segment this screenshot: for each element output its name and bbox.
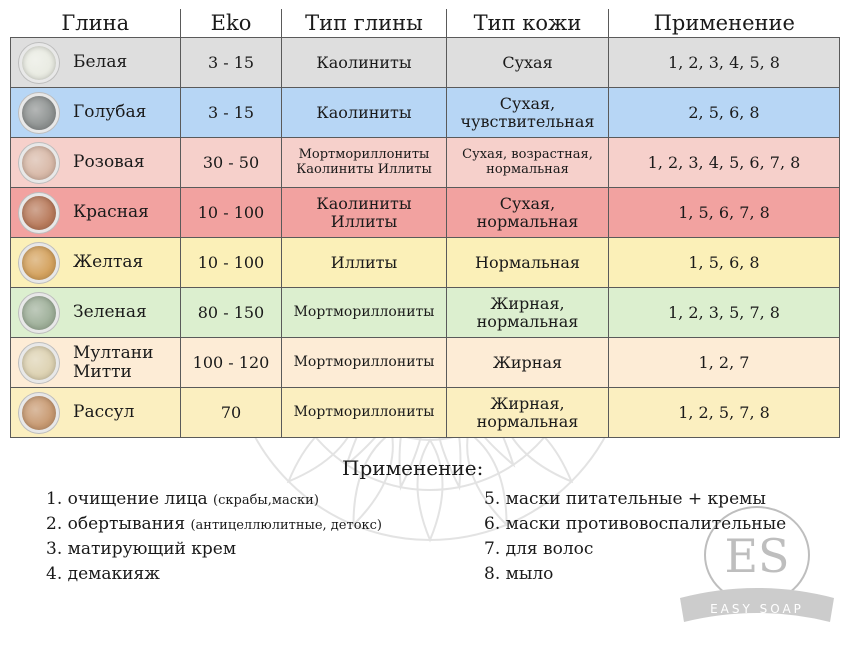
table-row [11, 288, 840, 338]
clay-type-cell: Иллиты [282, 238, 447, 288]
eko-cell: 3 - 15 [181, 38, 282, 88]
table-row [11, 88, 840, 138]
use-cell: 1, 2, 3, 5, 7, 8 [609, 288, 840, 338]
clay-name-cell [11, 238, 181, 288]
header-clay-type: Тип глины [282, 9, 447, 38]
clay-name: Рассул [73, 402, 135, 423]
skin-type-cell: Сухая, нормальная [447, 188, 609, 238]
clay-swatch-icon [19, 43, 59, 83]
clay-name: Желтая [73, 252, 144, 273]
eko-cell: 10 - 100 [181, 238, 282, 288]
use-cell: 1, 5, 6, 8 [609, 238, 840, 288]
clay-type-cell: Мортмориллониты [282, 288, 447, 338]
legend-item-note: (антицеллюлитные, детокс) [190, 518, 382, 533]
clay-name-cell [11, 188, 181, 238]
eko-cell: 10 - 100 [181, 188, 282, 238]
clay-name: Мултани Митти [73, 342, 154, 382]
clay-name: Голубая [73, 102, 147, 123]
svg-text:ES: ES [724, 529, 790, 583]
legend-item-text: 5. маски питательные + кремы [484, 489, 766, 509]
skin-type-cell: Сухая [447, 38, 609, 88]
clay-name: Розовая [73, 152, 145, 173]
table-row [11, 38, 840, 88]
clay-name-cell [11, 338, 181, 388]
legend-item [484, 487, 786, 512]
skin-type-cell: Нормальная [447, 238, 609, 288]
clay-table [10, 9, 840, 438]
skin-type-cell: Жирная [447, 338, 609, 388]
legend-item [46, 512, 382, 537]
legend-item-text: 3. матирующий крем [46, 539, 237, 559]
table-row [11, 188, 840, 238]
eko-cell: 100 - 120 [181, 338, 282, 388]
clay-name: Зеленая [73, 302, 147, 323]
eko-cell: 30 - 50 [181, 138, 282, 188]
legend-item [484, 562, 786, 587]
header-eko: Eko [181, 9, 282, 38]
eko-cell: 80 - 150 [181, 288, 282, 338]
eko-cell: 3 - 15 [181, 88, 282, 138]
legend-item-text: 8. мыло [484, 564, 554, 584]
clay-name-cell [11, 38, 181, 88]
legend-item-note: (скрабы,маски) [213, 493, 319, 508]
clay-type-cell: Мортмориллониты [282, 338, 447, 388]
legend-item [46, 537, 382, 562]
clay-swatch-icon [19, 293, 59, 333]
legend-item-text: 6. маски противовоспалительные [484, 514, 787, 534]
use-cell: 1, 5, 6, 7, 8 [609, 188, 840, 238]
clay-swatch-icon [19, 243, 59, 283]
clay-type-cell: Каолиниты Иллиты [282, 188, 447, 238]
use-cell: 1, 2, 3, 4, 5, 8 [609, 38, 840, 88]
clay-name-cell [11, 138, 181, 188]
clay-name-cell [11, 388, 181, 438]
use-cell: 1, 2, 3, 4, 5, 6, 7, 8 [609, 138, 840, 188]
table-row [11, 138, 840, 188]
eko-cell: 70 [181, 388, 282, 438]
legend-item-text: 4. демакияж [46, 564, 160, 584]
clay-name-cell [11, 88, 181, 138]
legend-left-list [46, 487, 382, 587]
legend-title: Применение: [342, 456, 484, 480]
svg-text:EASY SOAP: EASY SOAP [710, 602, 804, 616]
legend-item [46, 562, 382, 587]
legend-item-text: 7. для волос [484, 539, 594, 559]
use-cell: 2, 5, 6, 8 [609, 88, 840, 138]
header-skin-type: Тип кожи [447, 9, 609, 38]
clay-swatch-icon [19, 193, 59, 233]
clay-type-cell: Каолиниты [282, 38, 447, 88]
table-row [11, 338, 840, 388]
skin-type-cell: Жирная, нормальная [447, 288, 609, 338]
legend-item [484, 512, 786, 537]
clay-type-cell: Мортмориллониты [282, 388, 447, 438]
clay-swatch-icon [19, 93, 59, 133]
clay-type-cell: Каолиниты [282, 88, 447, 138]
skin-type-cell: Сухая, возрастная, нормальная [447, 138, 609, 188]
clay-name: Белая [73, 52, 128, 73]
header-use: Применение [609, 9, 840, 38]
table-row [11, 388, 840, 438]
clay-type-cell: Мортмориллониты Каолиниты Иллиты [282, 138, 447, 188]
use-cell: 1, 2, 7 [609, 338, 840, 388]
table-row [11, 238, 840, 288]
clay-name: Красная [73, 202, 149, 223]
legend-right-list [484, 487, 786, 587]
table-header-row [11, 9, 840, 38]
legend-item [46, 487, 382, 512]
skin-type-cell: Жирная, нормальная [447, 388, 609, 438]
clay-swatch-icon [19, 143, 59, 183]
header-clay: Глина [11, 9, 181, 38]
skin-type-cell: Сухая, чувствительная [447, 88, 609, 138]
use-cell: 1, 2, 5, 7, 8 [609, 388, 840, 438]
clay-swatch-icon [19, 343, 59, 383]
clay-name-cell [11, 288, 181, 338]
legend-item-text: 1. очищение лица [46, 489, 208, 509]
legend-item-text: 2. обертывания [46, 514, 186, 534]
clay-swatch-icon [19, 393, 59, 433]
legend-item [484, 537, 786, 562]
